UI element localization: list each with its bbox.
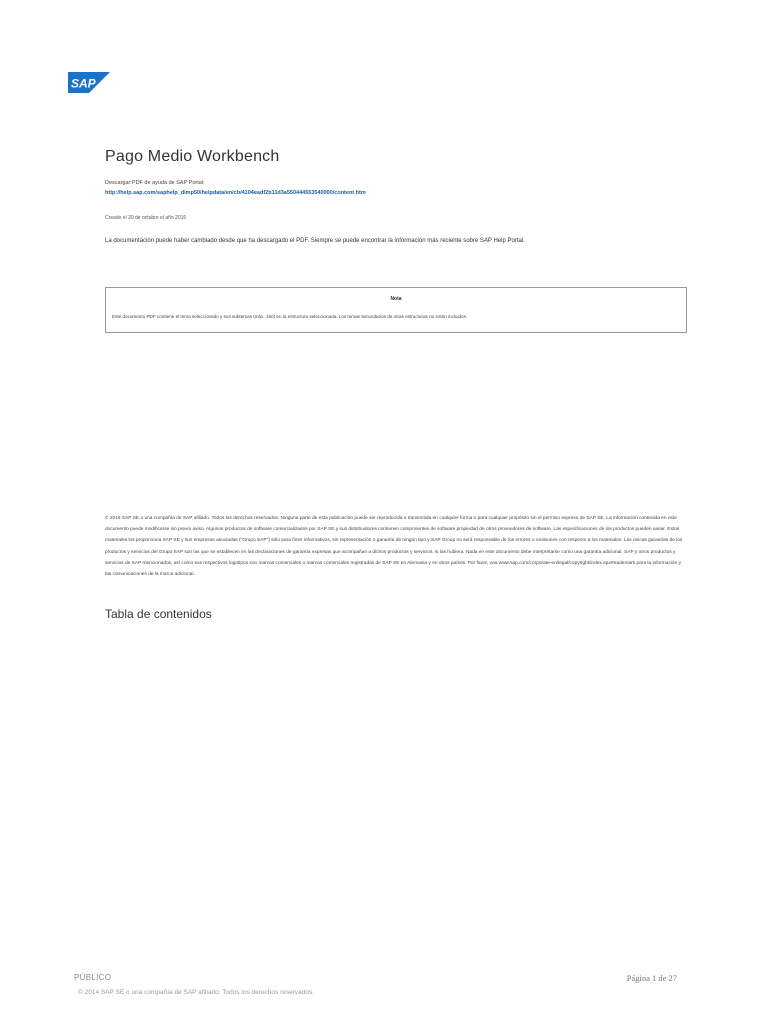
- legal-text: © 2016 SAP SE o una compañía de SAP afiliado. Todos los derechos reservados. Ninguna parte de esta publicación puede ser reproducida o transmitida en cualquier forma o para cualquier propósito sin el permiso expreso de SAP SE. La información contenida en este documento puede modificarse sin previo aviso. Algunos productos de software comercializados por SAP SE y sus distribuidores contienen componentes de software propiedad de otros proveedores de software. Las especificaciones de los productos pueden variar. Estos materiales los proporciona SAP SE y sus empresas asociadas ("Grupo SAP") sólo para fines informativos, sin representación o garantía de ningún tipo y SAP Group no será responsable de los errores u omisiones con respecto a los materiales. Las únicas garantías de los productos y servicios del Grupo SAP son las que se establecen en las declaraciones de garantía expresas que acompañan a dichos productos y servicios, si las hubiera. Nada en este documento debe interpretarse como una garantía adicional. SAP y otros productos y servicios de SAP mencionados, así como sus respectivos logotipos son marcas comerciales o marcas comerciales registradas de SAP SE en Alemania y en otros países. Por favor, vea www.sap.com/corporate-en/legal/copyright/index.epx#trademark para la información y las comunicaciones de la marca adicional.: [105, 516, 683, 578]
- created-date: Creado el 20 de octubre el año 2016: [105, 215, 187, 221]
- page-title: Pago Medio Workbench: [105, 148, 280, 165]
- note-text: Este documento PDF contiene el tema seleccionado y sus subtemas (máx. 150) en la estructura seleccionada. Los temas secundarios de otras estructuras no están incluidos.: [112, 314, 468, 319]
- download-link[interactable]: http://help.sap.com/saphelp_dimp50/helpdata/en/cb/4104eadf2b11d3a550444553540000/content.htm: [105, 190, 366, 196]
- download-label: Descargar PDF de ayuda de SAP Portal:: [105, 180, 205, 186]
- footer-page-number: Página 1 de 27: [626, 973, 677, 983]
- toc-title: Tabla de contenidos: [105, 607, 212, 621]
- footer-classification: PÚBLICO: [74, 973, 112, 982]
- footer-copyright: © 2014 SAP SE o una compañía de SAP afiliado. Todos los derechos reservados.: [78, 989, 315, 996]
- note-title: Nota: [390, 296, 402, 302]
- note-box: [105, 287, 687, 333]
- sap-logo-text: SAP: [71, 76, 96, 91]
- sap-logo: [68, 72, 110, 93]
- legal-notice: [105, 513, 687, 580]
- update-notice: La documentación puede haber cambiado desde que ha descargado el PDF. Siempre se puede encontrar la información más reciente sobre SAP Help Portal.: [105, 238, 525, 244]
